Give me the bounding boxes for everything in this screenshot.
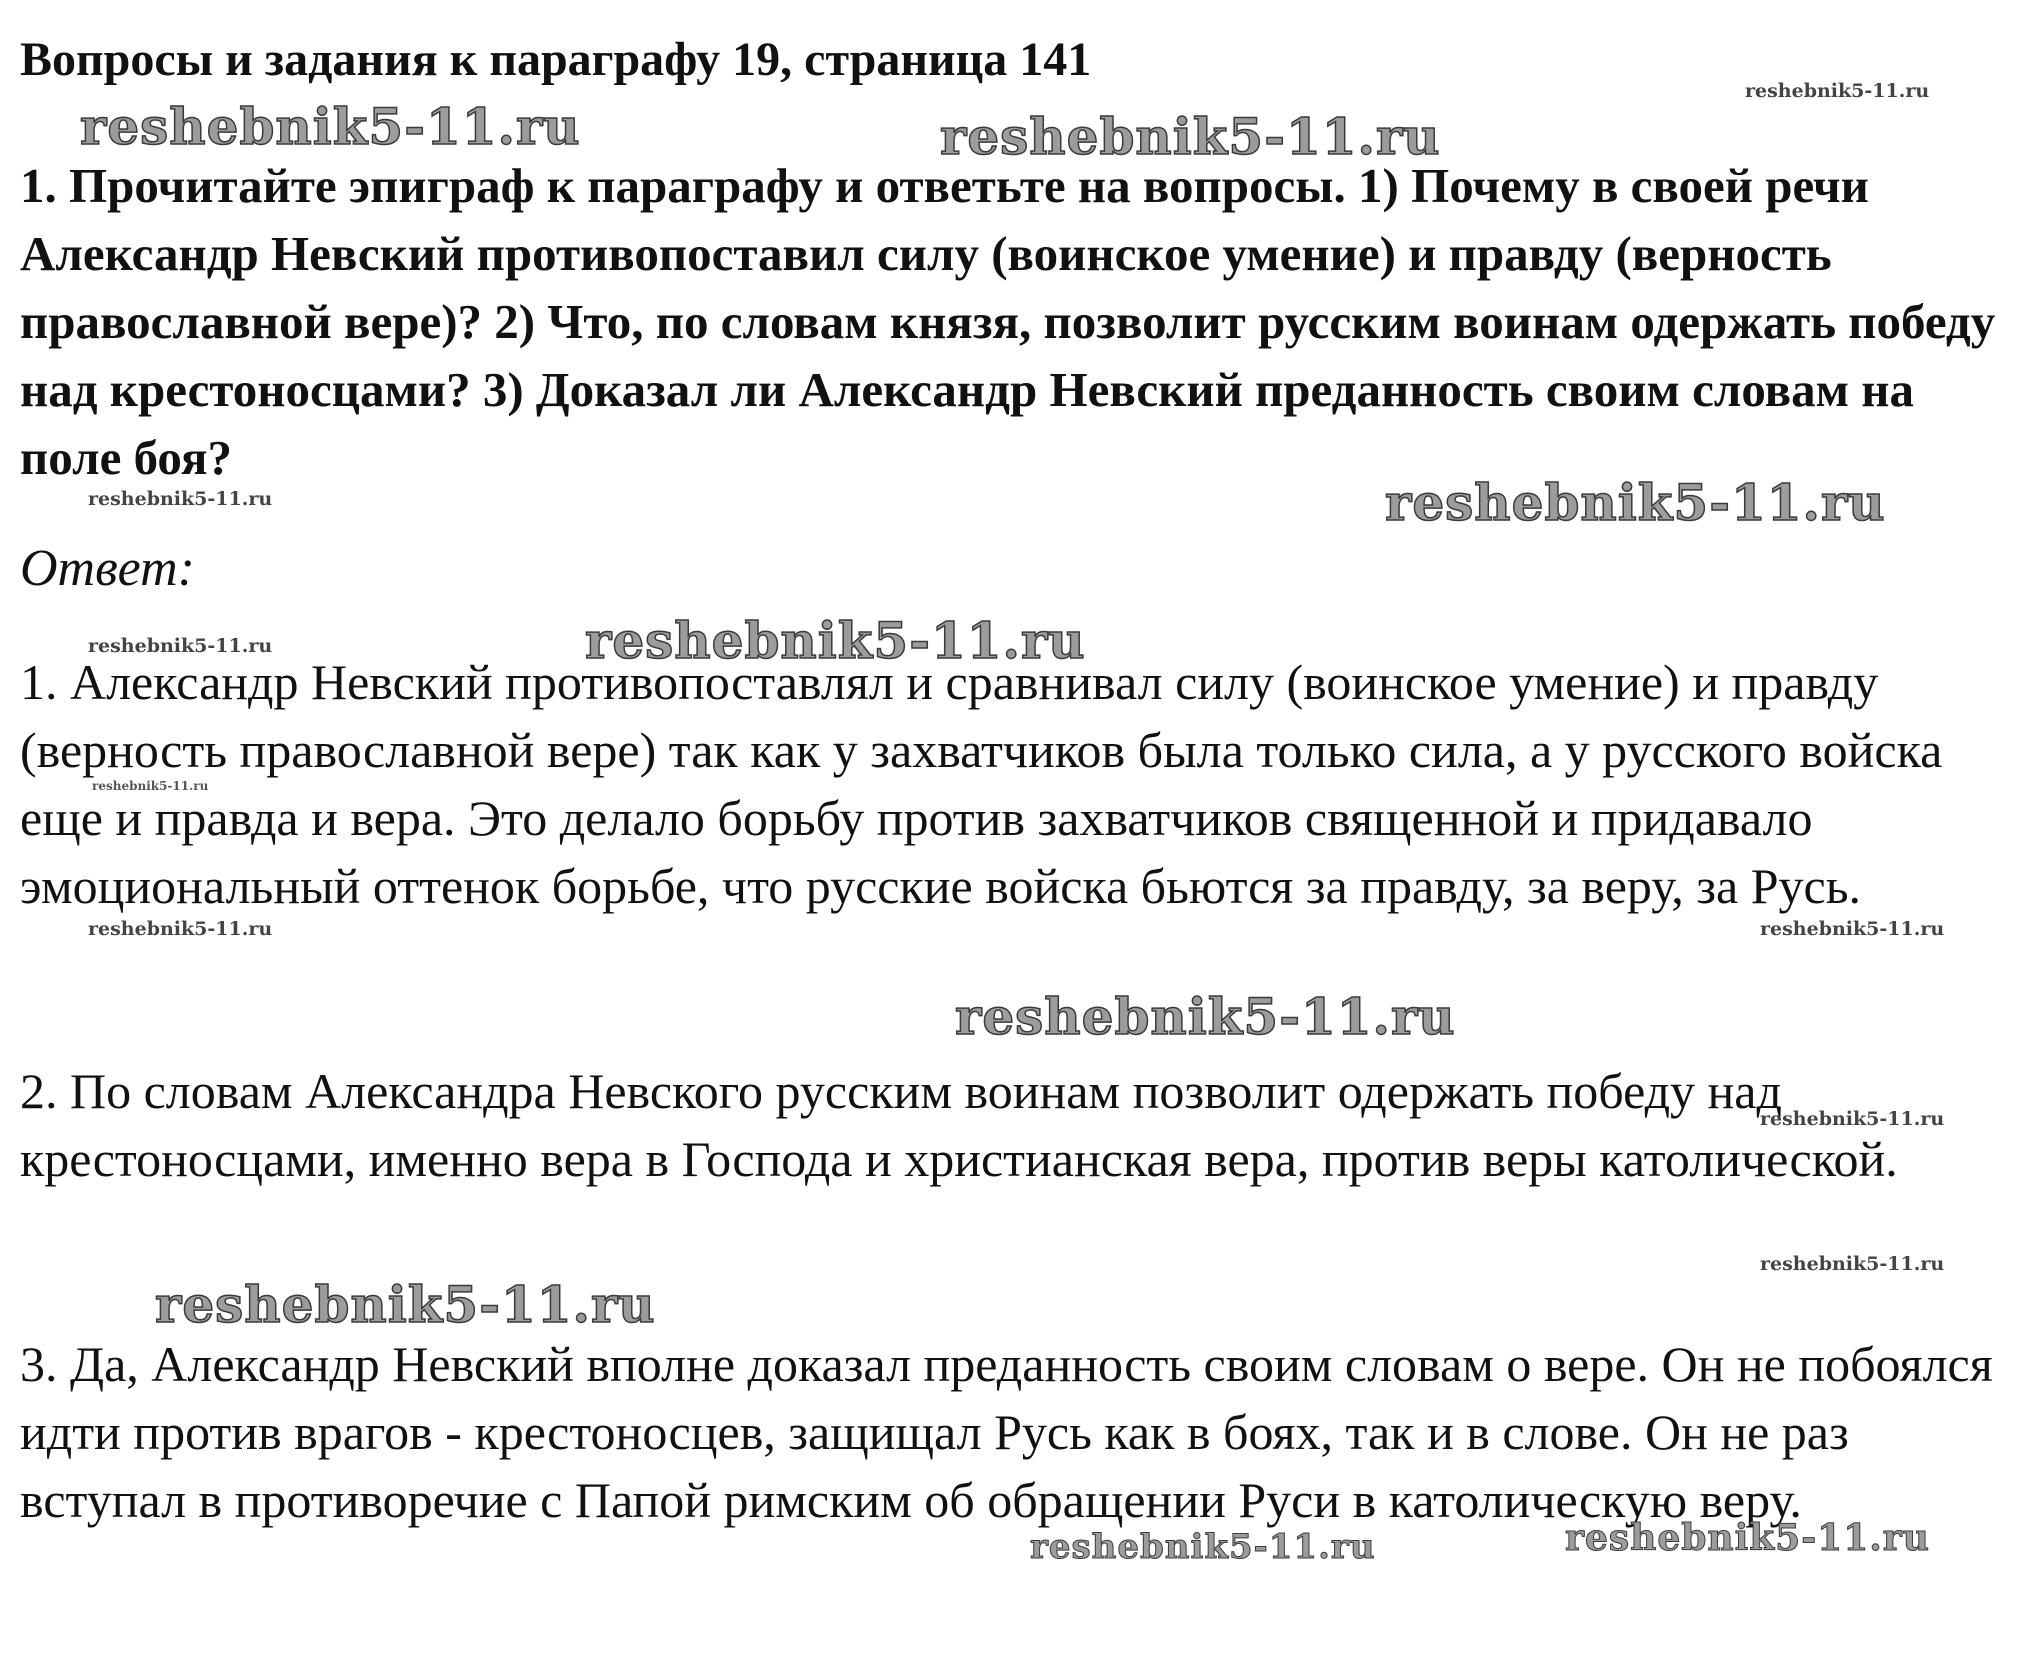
watermark: reshebnik5-11.ru xyxy=(155,1275,656,1334)
question-text: 1. Прочитайте эпиграф к параграфу и ответьте на вопросы. 1) Почему в своей речи Александр Невский противопоставил силу (воинское умение) и правду (верность православной вере)? 2) Что, по словам князя, позволит русским воинам одержать победу над крестоносцами? 3) Доказал ли Александр Невский преданность своим словам на поле боя? xyxy=(20,158,1996,485)
watermark: reshebnik5-11.ru xyxy=(1385,473,1886,532)
answer-1: 1. Александр Невский противопоставлял и сравнивал силу (воинское умение) и правду (верность православной вере) так как у захватчиков была только сила, а у русского войска еще и правда и вера. Это делало борьбу против захватчиков священной и придавало эмоциональный оттенок борьбе, что русские войска бьются за правду, за веру, за Русь. xyxy=(20,654,1943,914)
watermark: reshebnik5-11.ru xyxy=(80,97,581,156)
watermark: reshebnik5-11.ru xyxy=(1745,80,1930,102)
watermark: reshebnik5-11.ru xyxy=(92,779,209,793)
watermark: reshebnik5-11.ru xyxy=(88,488,273,510)
watermark: reshebnik5-11.ru xyxy=(1760,1108,1945,1130)
answer-2: 2. По словам Александра Невского русским воинам позволит одержать победу над крестоносцами, именно вера в Господа и христианская вера, против веры католической. xyxy=(20,1063,1898,1187)
answer-label: Ответ: xyxy=(20,540,195,597)
watermark: reshebnik5-11.ru xyxy=(88,635,273,657)
page-heading: Вопросы и задания к параграфу 19, страница 141 xyxy=(20,33,1092,86)
watermark: reshebnik5-11.ru xyxy=(955,987,1456,1046)
watermark: reshebnik5-11.ru xyxy=(1565,1517,1930,1559)
watermark: reshebnik5-11.ru xyxy=(940,107,1441,166)
watermark: reshebnik5-11.ru xyxy=(1760,1253,1945,1275)
watermark: reshebnik5-11.ru xyxy=(585,611,1086,670)
watermark: reshebnik5-11.ru xyxy=(1760,918,1945,940)
watermark: reshebnik5-11.ru xyxy=(88,918,273,940)
answer-3: 3. Да, Александр Невский вполне доказал преданность своим словам о вере. Он не побоялся идти против врагов - крестоносцев, защищал Русь как в боях, так и в слове. Он не раз вступал в противоречие с Папой римским об обращении Руси в католическую веру. xyxy=(20,1336,1993,1528)
watermark: reshebnik5-11.ru xyxy=(1030,1527,1376,1567)
